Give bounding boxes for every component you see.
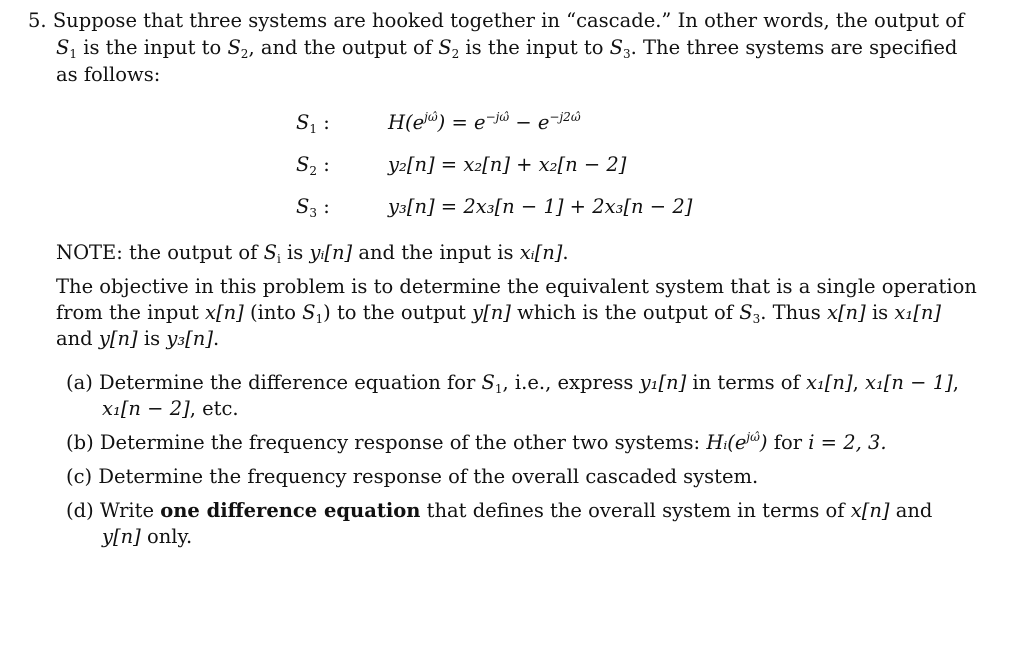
system-1-equation: $H(e^{j\omegâ}) = e^{-j\omegâ} - e^{-j2\omegâ}$ xyxy=(388,110,581,134)
system-symbol: S xyxy=(227,36,241,59)
system-symbol: S xyxy=(609,36,624,59)
problem-line-2: $S_1$ is the input to $S_2$, and the output of $S_2$ is the input to $S_3$. The three systems are specified xyxy=(56,36,958,61)
part-b: (b) Determine the frequency response of the other two systems: $Hᵢ(e^{j\omegâ})$ for i = 2, 3. xyxy=(66,430,887,454)
intro-text-3: as follows: xyxy=(56,63,161,86)
part-a-line-1: (a) Determine the difference equation for $S_1$, i.e., express y₁[n] in terms of x₁[n], x₁[n − 1], xyxy=(66,371,959,396)
problem-line-1 xyxy=(28,8,964,34)
intro-text-2d: . The three systems are specified xyxy=(630,36,958,59)
objective-line-1: The objective in this problem is to determine the equivalent system that is a single operation xyxy=(56,275,977,298)
intro-text-2b: , and the output of xyxy=(248,36,433,59)
system-2-label: $S_2$ : xyxy=(296,153,330,178)
note-line: NOTE: the output of $S_i$ is yᵢ[n] and the input is xᵢ[n]. xyxy=(56,241,569,266)
system-2-equation: y₂[n] = x₂[n] + x₂[n − 2] xyxy=(388,153,627,176)
intro-text-1: Suppose that three systems are hooked together in “cascade.” In other words, the output of xyxy=(52,9,965,32)
intro-text-2c: is the input to xyxy=(465,36,604,59)
objective-line-3: and y[n] is y₃[n]. xyxy=(56,327,220,350)
objective-line-2: from the input x[n] (into $S_1$) to the output y[n] which is the output of $S_3$. Thus x[n] is x₁[n] xyxy=(56,301,941,326)
part-c: (c) Determine the frequency response of the overall cascaded system. xyxy=(66,465,759,488)
system-symbol: S xyxy=(56,36,70,59)
system-3-label: $S_3$ : xyxy=(296,195,330,220)
intro-text-2a: is the input to xyxy=(83,36,222,59)
system-symbol: S xyxy=(438,36,452,59)
part-d-line-1: (d) Write one difference equation that defines the overall system in terms of x[n] and xyxy=(66,499,933,522)
part-a-line-2: x₁[n − 2], etc. xyxy=(102,397,239,420)
part-d-line-2: y[n] only. xyxy=(102,525,193,548)
bold-phrase: one difference equation xyxy=(160,499,421,522)
problem-line-3 xyxy=(56,62,160,88)
problem-number: 5. xyxy=(28,9,47,32)
system-3-equation: y₃[n] = 2x₃[n − 1] + 2x₃[n − 2] xyxy=(388,195,693,218)
system-1-label: $S_1$ : xyxy=(296,111,330,136)
